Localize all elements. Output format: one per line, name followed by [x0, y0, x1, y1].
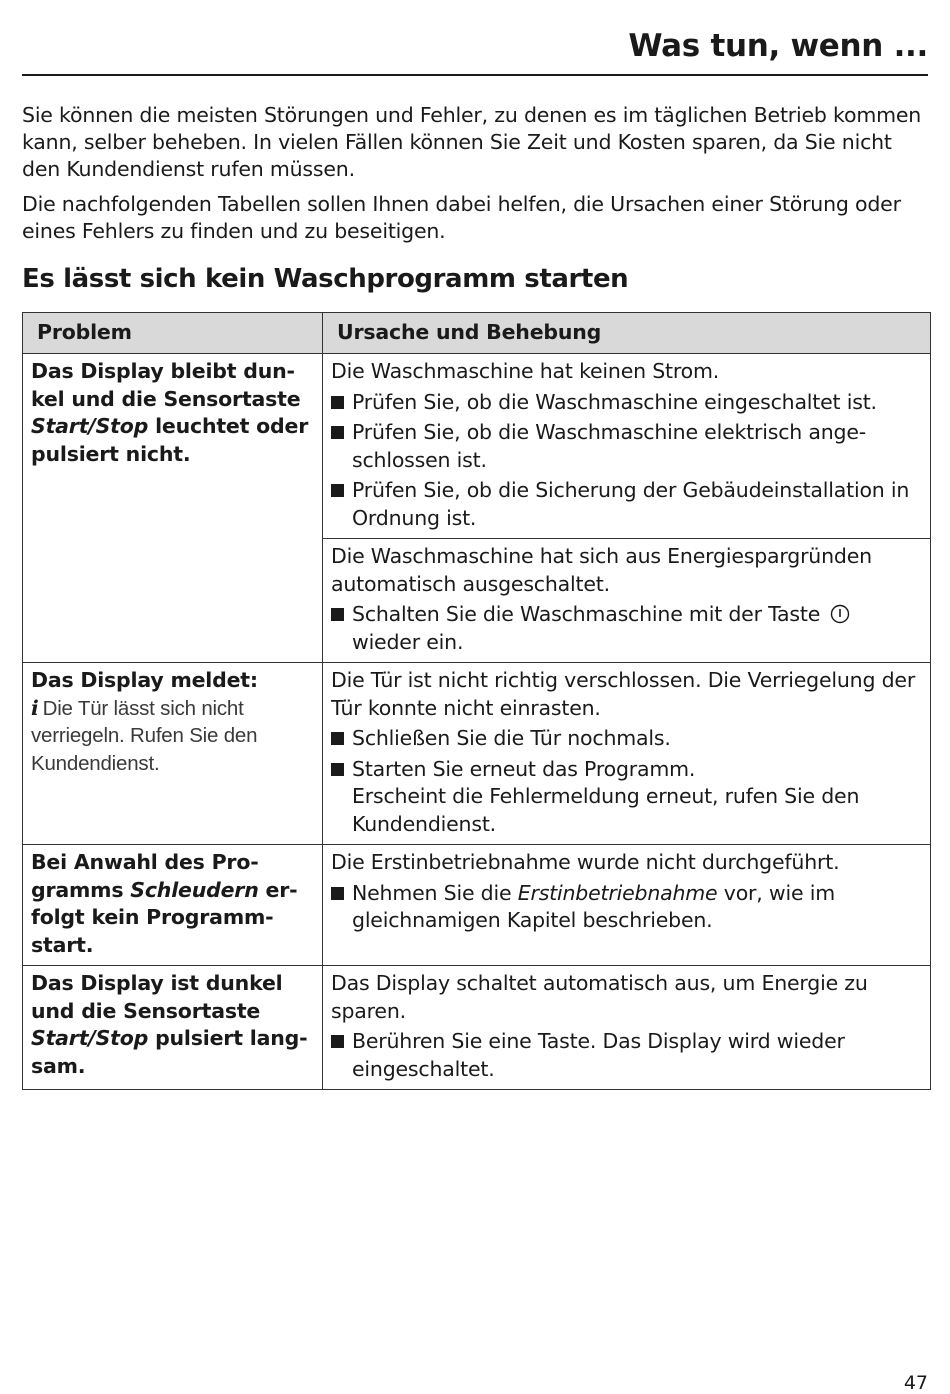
problem-key-name: Start/Stop	[31, 1026, 149, 1050]
cause-text: Das Display schaltet automatisch aus, um Energie zu sparen.	[331, 971, 868, 1023]
remedy-item	[331, 725, 922, 753]
remedy-item	[331, 389, 922, 417]
bullet-square-icon	[331, 732, 344, 745]
table-row	[23, 354, 931, 539]
intro-text	[22, 102, 928, 253]
remedy-text: Starten Sie erneut das Programm.	[352, 756, 696, 781]
table-row	[23, 845, 931, 966]
cause-cell	[323, 539, 931, 663]
problem-text: Das Display bleibt dunkel und die Sensortaste	[31, 359, 301, 411]
troubleshooting-table	[22, 312, 931, 1090]
bullet-square-icon	[331, 1035, 344, 1048]
display-message-text: Die Tür lässt sich nicht verriegeln. Rufen Sie den Kundendienst.	[31, 696, 258, 775]
problem-cell	[23, 354, 323, 663]
remedy-text: Prüfen Sie, ob die Sicherung der Gebäudeinstallation in Ordnung ist.	[352, 478, 910, 530]
cause-cell	[323, 663, 931, 845]
intro-paragraph-2: Die nachfolgenden Tabellen sollen Ihnen dabei helfen, die Ursachen einer Störung oder eines Fehlers zu finden und zu beseitigen.	[22, 192, 901, 243]
display-message	[31, 695, 314, 778]
remedy-item	[331, 419, 922, 474]
bullet-square-icon	[331, 887, 344, 900]
remedy-text: Prüfen Sie, ob die Waschmaschine eingeschaltet ist.	[352, 389, 877, 414]
problem-text: Bei Anwahl des Programms	[31, 850, 259, 902]
problem-cell	[23, 845, 323, 966]
remedy-item	[331, 601, 922, 656]
problem-text: pulsiert langsam.	[31, 1026, 308, 1078]
remedy-item	[331, 756, 922, 839]
cause-cell	[323, 845, 931, 966]
problem-cell	[23, 966, 323, 1090]
bullet-square-icon	[331, 396, 344, 409]
remedy-text: vor, wie im gleichnamigen Kapitel beschrieben.	[352, 880, 835, 932]
bullet-square-icon	[331, 763, 344, 776]
problem-text: leuchtet oder pulsiert nicht.	[31, 414, 309, 466]
problem-program-name: Schleudern	[130, 877, 259, 902]
remedy-chapter-name: Erstinbetriebnahme	[517, 880, 718, 905]
remedy-text: Schalten Sie die Waschmaschine mit der Taste	[352, 602, 821, 626]
table-header-row	[23, 313, 931, 354]
remedy-text: Berühren Sie eine Taste. Das Display wird wieder eingeschaltet.	[352, 1029, 845, 1081]
remedy-text: Schließen Sie die Tür nochmals.	[352, 726, 671, 750]
info-icon: i	[31, 695, 39, 720]
problem-text: Das Display ist dunkel und die Sensortaste	[31, 971, 283, 1023]
page-title: Was tun, wenn ...	[628, 28, 928, 64]
column-header-problem: Problem	[23, 313, 323, 354]
remedy-text-wrap	[352, 601, 922, 656]
remedy-text: Nehmen Sie die	[352, 880, 512, 905]
problem-key-name: Start/Stop	[31, 414, 149, 438]
remedy-item	[331, 880, 922, 935]
remedy-text-wrap	[352, 880, 922, 935]
cause-text: Die Waschmaschine hat keinen Strom.	[331, 359, 720, 383]
bullet-square-icon	[331, 484, 344, 497]
table-row	[23, 966, 931, 1090]
remedy-text: Erscheint die Fehlermeldung erneut, rufen Sie den Kundendienst.	[352, 784, 860, 836]
remedy-text: Prüfen Sie, ob die Waschmaschine elektrisch angeschlossen ist.	[352, 420, 867, 472]
bullet-square-icon	[331, 426, 344, 439]
remedy-text: wieder ein.	[352, 629, 464, 654]
remedy-text-wrap	[352, 756, 922, 839]
table-row	[23, 663, 931, 845]
remedy-item	[331, 477, 922, 532]
problem-title: Das Display meldet:	[31, 668, 258, 692]
cause-text: Die Tür ist nicht richtig verschlossen. Die Verriegelung der Tür konnte nicht einrasten.	[331, 668, 916, 720]
problem-cell	[23, 663, 323, 845]
problem-text: erfolgt kein Programmstart.	[31, 877, 298, 957]
cause-cell	[323, 354, 931, 539]
section-heading: Es lässt sich kein Waschprogramm starten	[22, 264, 629, 294]
cause-text: Die Waschmaschine hat sich aus Energiespargründen automatisch ausgeschaltet.	[331, 544, 872, 596]
page-header	[22, 28, 928, 76]
bullet-square-icon	[331, 608, 344, 621]
column-header-cause: Ursache und Behebung	[323, 313, 931, 354]
cause-text: Die Erstinbetriebnahme wurde nicht durchgeführt.	[331, 850, 840, 874]
cause-cell	[323, 966, 931, 1090]
page-number: 47	[903, 1372, 928, 1394]
remedy-item	[331, 1028, 922, 1083]
intro-paragraph-1: Sie können die meisten Störungen und Fehler, zu denen es im täglichen Betrieb kommen kann, selber beheben. In vielen Fällen können Sie Zeit und Kosten sparen, da Sie nicht den Kundendienst rufen müssen.	[22, 103, 922, 181]
power-icon	[830, 604, 850, 624]
